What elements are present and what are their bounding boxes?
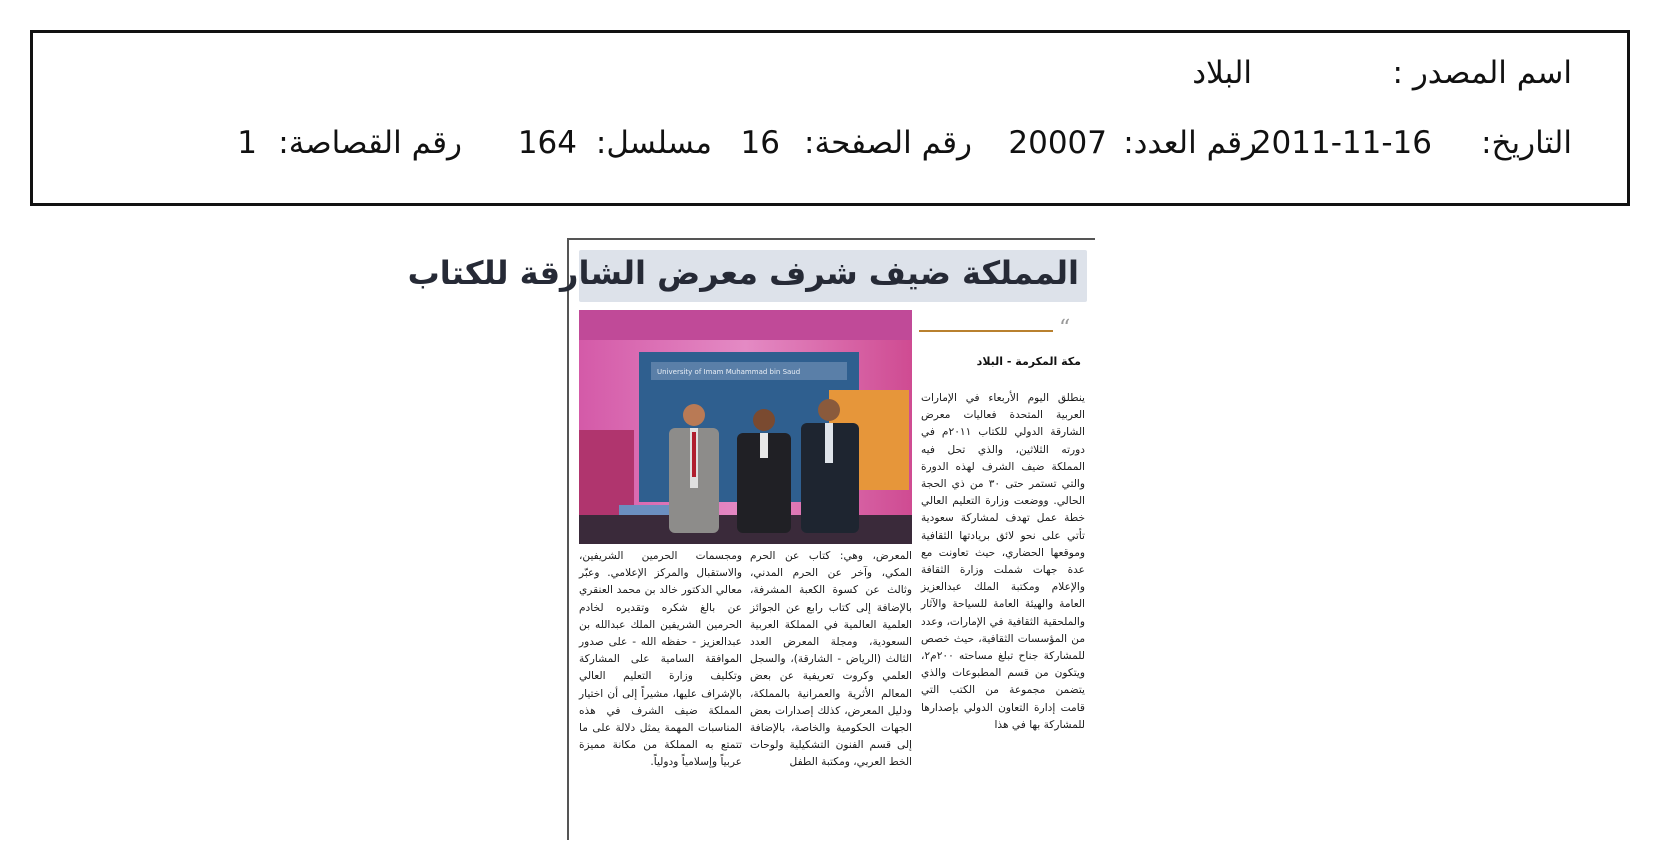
clip-label: رقم القصاصة: (278, 125, 462, 161)
serial-value: 164 (517, 125, 577, 161)
article-photo (579, 310, 912, 544)
page-label: رقم الصفحة: (804, 125, 972, 161)
date-value: 2011-11-16 (1251, 125, 1432, 161)
article-column-middle: المعرض، وهي: كتاب عن الحرم المكي، وآخر عن الحرم المدني، وثالث عن كسوة الكعبة المشرفة، بالإضافة إلى كتاب رابع عن الجوائز العلمية العالمية في المملكة العربية السعودية، ومجلة المعرض العدد الثالث (الرياض - الشارقة)، والسجل العلمي وكروت تعريفية عن بعض المعالم الأثرية والعمرانية بالمملكة، ودليل المعرض، كذلك إصدارات بعض الجهات الحكومية والخاصة، بالإضافة إلى قسم الفنون التشكيلية ولوحات الخط العربي، ومكتبة الطفل (750, 550, 912, 769)
accent-divider (919, 330, 1053, 332)
article-column-right: ينطلق اليوم الأربعاء في الإمارات العربية المتحدة فعاليات معرض الشارقة الدولي للكتاب ٢٠١١م في دورته الثلاثين، والذي تحل فيه المملكة ضيف الشرف لهذه الدورة والتي تستمر حتى ٣٠ من ذي الحجة الحالي. ووضعت وزارة التعليم العالي خطة عمل تهدف لمشاركة سعودية تأتي على نحو لائق بريادتها الثقافية وموقعها الحضاري، حيث تعاونت مع عدة جهات شملت وزارة الثقافة والإعلام ومكتبة الملك عبدالعزيز العامة والهيئة العامة للسياحة والآثار والملحقية الثقافية في الإمارات، وعدد من المؤسسات الثقافية، حيث خصص للمشاركة جناح تبلغ مساحته ٢٠٠م٢، ويتكون من قسم المطبوعات والذي يتضمن مجموعة من الكتب التي قامت إدارة التعاون الدولي بإصدارها للمشاركة بها في هذا (921, 392, 1085, 731)
article-column-left: ومجسمات الحرمين الشريفين، والاستقبال والمركز الإعلامي. وعبّر معالي الدكتور خالد بن محمد العنقري عن بالغ شكره وتقديره لخادم الحرمين الشريفين الملك عبدالله بن عبدالعزيز - حفظه الله - على صدور الموافقة السامية على المشاركة وتكليف وزارة التعليم العالي بالإشراف عليها، مشيراً إلى أن اختيار المملكة ضيف الشرف في هذه المناسبات المهمة يمثل دلالة على ما تتمتع به المملكة من مكانة مميزة عربياً وإسلامياً ودولياً. (579, 550, 742, 769)
clip-value: 1 (237, 125, 257, 161)
dateline: مكة المكرمة - البلاد (976, 355, 1081, 368)
headline: المملكة ضيف شرف معرض الشارقة للكتاب (407, 254, 1079, 292)
quote-mark-icon: “ (1059, 316, 1071, 341)
newspaper-clipping (407, 238, 1095, 840)
booth-sign-text: University of Imam Muhammad bin Saud (657, 368, 801, 376)
source-info-box (30, 30, 1630, 206)
issue-label: رقم العدد: (1123, 125, 1257, 161)
page-value: 16 (740, 125, 780, 161)
serial-label: مسلسل: (595, 125, 712, 161)
issue-value: 20007 (1008, 125, 1107, 161)
date-label: التاريخ: (1481, 125, 1572, 161)
source-label: اسم المصدر : (1392, 55, 1572, 91)
exhibition-photo-illustration (579, 310, 912, 544)
headline-banner (407, 250, 1087, 302)
source-value: البلاد (1192, 55, 1252, 91)
